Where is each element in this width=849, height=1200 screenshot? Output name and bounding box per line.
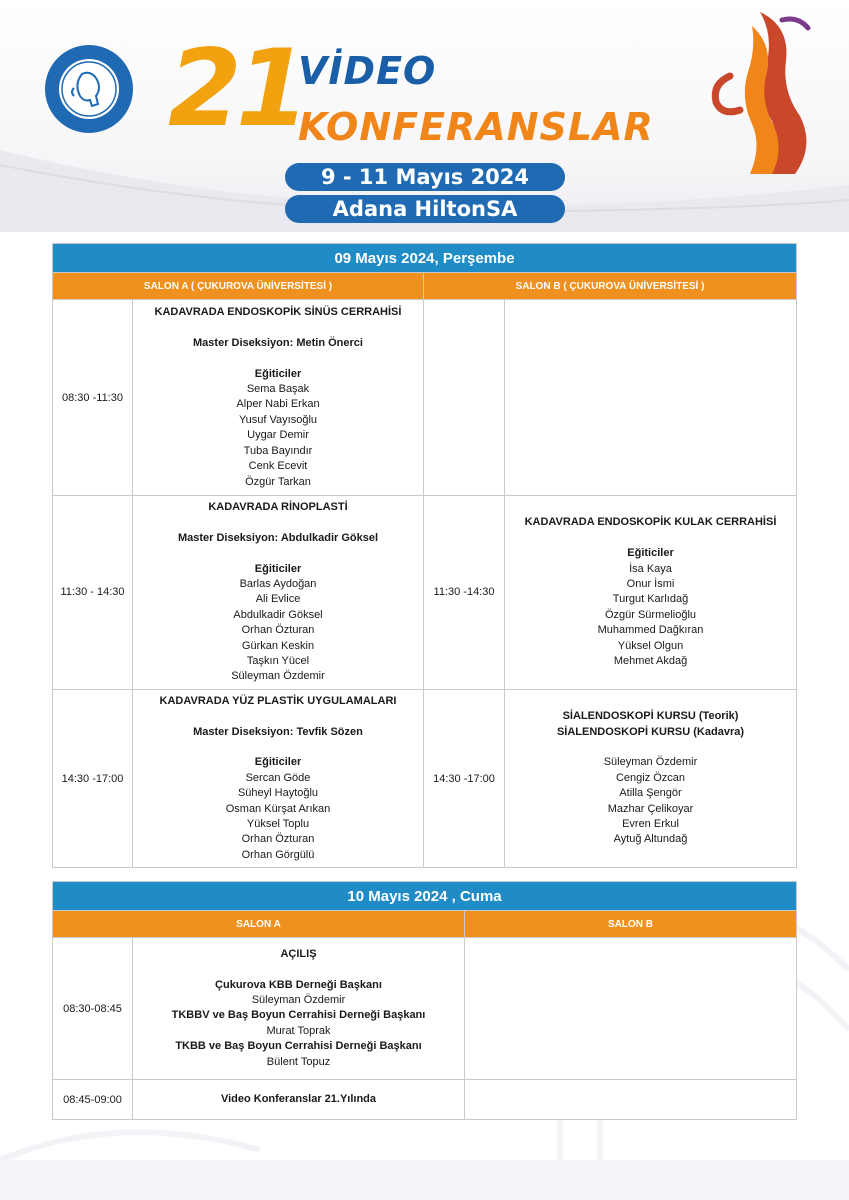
session-heading-line: Eğiticiler [254,367,302,380]
table-row [53,689,797,867]
line-spacer [137,351,419,366]
session-heading-line: TKBB ve Baş Boyun Cerrahisi Derneği Başkanı [175,1040,422,1053]
session-cell-b [505,300,797,496]
event-venue-pill: Adana HiltonSA [285,195,565,223]
edition-number: 21 [168,27,304,150]
participant-name: Onur İsmi [626,578,675,590]
session-cell-b [465,1080,797,1120]
participant-name: Orhan Özturan [241,624,315,637]
line-spacer [137,962,460,977]
title-video: VİDEO [298,49,437,93]
session-cell-b [505,689,797,867]
session-heading-line: Eğiticiler [254,562,302,575]
session-heading-line: SİALENDOSKOPİ KURSU (Kadavra) [556,725,745,738]
participant-name: Süleyman Özdemir [231,670,325,683]
event-dates-pill: 9 - 11 Mayıs 2024 [285,163,565,191]
day1-salon-a-header: SALON A ( ÇUKUROVA ÜNİVERSİTESİ ) [53,273,424,300]
day2-schedule-table [52,881,797,1120]
day2-salon-b-header: SALON B [465,911,797,938]
line-spacer [137,709,419,724]
title-konferanslar: KONFERANSLAR [298,105,654,149]
participant-name: Cenk Ecevit [248,460,308,473]
participant-name: Barlas Aydoğan [239,578,317,590]
participant-name: Süleyman Özdemir [603,756,698,769]
time-slot-b: 11:30 -14:30 [424,496,505,690]
participant-name: Mehmet Akdağ [613,655,688,668]
session-heading-line: Eğiticiler [627,547,674,560]
time-slot-b: 14:30 -17:00 [424,689,505,867]
session-cell-a [133,938,465,1080]
participant-name: Gürkan Keskin [241,639,315,652]
association-logo-seal [44,44,134,134]
line-spacer [137,546,419,561]
session-heading-line: TKBBV ve Baş Boyun Cerrahisi Derneği Başkanı [171,1009,426,1022]
session-cell-a [133,300,424,496]
participant-name: Yüksel Toplu [246,818,310,831]
day1-title: 09 Mayıs 2024, Perşembe [53,244,797,273]
day2-title: 10 Mayıs 2024 , Cuma [53,882,797,911]
day1-salon-b-header: SALON B ( ÇUKUROVA ÜNİVERSİTESİ ) [424,273,797,300]
session-heading-line: Çukurova KBB Derneği Başkanı [215,978,382,991]
session-heading-line: KADAVRADA ENDOSKOPİK SİNÜS CERRAHİSİ [154,306,402,319]
participant-name: Süheyl Haytoğlu [237,787,319,800]
session-heading-line: Video Konferanslar 21.Yılında [220,1092,377,1105]
table-row [53,1080,797,1120]
line-spacer [509,531,792,546]
participant-name: Uygar Demir [247,429,309,442]
table-row [53,496,797,690]
participant-name: Orhan Görgülü [241,848,315,861]
participant-name: Tuba Bayındır [243,444,313,457]
participant-name: Özgür Tarkan [245,475,311,488]
session-cell-a [133,496,424,690]
participant-name: Sercan Göde [245,771,311,784]
table-row [53,938,797,1080]
participant-name: Bülent Topuz [266,1055,331,1068]
participant-name: Osman Kürşat Arıkan [225,802,331,815]
session-cell-b [505,496,797,690]
participant-name: Özgür Sürmelioğlu [604,608,697,621]
time-slot-a: 11:30 - 14:30 [53,496,133,690]
session-heading-line: KADAVRADA RİNOPLASTİ [208,501,348,513]
participant-name: Taşkın Yücel [246,655,310,668]
participant-name: Yüksel Olgun [617,639,684,652]
time-slot: 08:30-08:45 [53,938,133,1080]
session-heading-line: Master Diseksiyon: Metin Önerci [193,336,363,349]
line-spacer [509,740,792,755]
session-heading-line: KADAVRADA ENDOSKOPİK KULAK CERRAHİSİ [524,516,777,529]
time-slot: 08:45-09:00 [53,1080,133,1120]
participant-name: Ali Evlice [255,593,301,606]
participant-name: Orhan Özturan [241,833,315,846]
line-spacer [137,515,419,530]
participant-name: Yusuf Vayısoğlu [238,413,318,426]
participant-name: Evren Erkul [622,818,679,831]
time-slot-a: 14:30 -17:00 [53,689,133,867]
line-spacer [137,740,419,755]
line-spacer [137,320,419,335]
session-heading-line: KADAVRADA YÜZ PLASTİK UYGULAMALARI [159,694,397,707]
participant-name: İsa Kaya [629,562,672,575]
participant-name: Aytuğ Altundağ [613,833,688,846]
session-heading-line: Eğiticiler [254,756,302,769]
decorative-ear-figure-icon [690,6,830,176]
participant-name: Murat Toprak [266,1024,331,1037]
session-heading-line: SİALENDOSKOPİ KURSU (Teorik) [562,710,739,723]
time-slot-a: 08:30 -11:30 [53,300,133,496]
session-heading-line: AÇILIŞ [280,947,317,960]
participant-name: Mazhar Çelikoyar [607,802,694,815]
participant-name: Sema Başak [246,383,310,396]
day2-salon-a-header: SALON A [53,911,465,938]
participant-name: Cengiz Özcan [615,771,686,784]
session-cell-a [133,1080,465,1120]
session-heading-line: Master Diseksiyon: Abdulkadir Göksel [177,531,379,544]
session-cell-a [133,689,424,867]
table-row [53,300,797,496]
participant-name: Turgut Karlıdağ [612,593,689,606]
session-heading-line: Master Diseksiyon: Tevfik Sözen [193,725,363,738]
day1-schedule-table [52,243,797,868]
time-slot-b [424,300,505,496]
participant-name: Süleyman Özdemir [251,994,346,1007]
page-header [0,0,849,232]
participant-name: Abdulkadir Göksel [233,608,323,621]
session-cell-b [465,938,797,1080]
participant-name: Muhammed Dağkıran [597,624,704,637]
participant-name: Alper Nabi Erkan [236,398,320,411]
participant-name: Atilla Şengör [619,787,682,800]
